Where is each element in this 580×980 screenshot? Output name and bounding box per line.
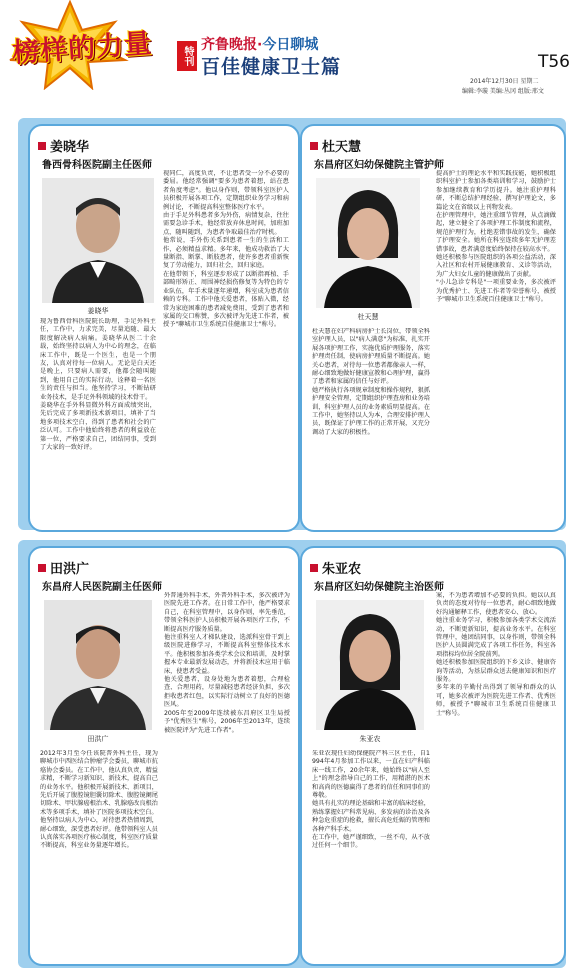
paper-edition: 今日聊城 <box>262 37 319 53</box>
special-tag: 特刊 <box>177 41 197 71</box>
profile-title: 东昌府区妇幼保健院主治医师 <box>314 582 444 593</box>
profile-name: 杜天慧 <box>322 140 362 155</box>
profile-name: 朱亚农 <box>322 562 362 577</box>
profile-text-col2: 案，不为患者增加不必要的负担。她以认真负责的态度对待每一位患者，耐心细致地做好沟通解释工作，使患者安心、放心。 她注重业务学习，积极参加各类学术交流活动，不断更新知识，提高业务水平。在科室管理中，她团结同事，以身作则，带领全科医护人员圆满完成了各项工作任务，科室各项指标均位居全院前列。 她还积极参加医院组织的下乡义诊、健康咨询等活动，为基层群众送去健康知识和医疗服务。 多年来的辛勤付出得到了领导和群众的认可，她多次被评为医院先进工作者、优秀医师，被授予"聊城市卫生系统百佳健康卫士"称号。 <box>436 592 556 717</box>
edit-line: 编辑:李璇 美编:丛冈 组版:邢文 <box>462 88 544 95</box>
page-number: T56 <box>537 52 570 72</box>
paper-dot: · <box>257 37 263 53</box>
profile-photo <box>42 178 154 303</box>
profile-name: 田洪广 <box>50 562 90 577</box>
profile-card-3 <box>28 546 300 966</box>
red-square-icon <box>38 564 46 572</box>
profile-text-col1: 杜天慧在妇产科病房护士长岗位，带领全科室护理人员，以"病人满意"为标准，扎实开展各项护理工作，实施优质护理服务，落实护理责任制，使病房护理质量不断提高。她关心患者，对待每一位患者都像亲人一样，耐心细致地做好健康宣教和心理护理，赢得了患者和家属的信任与好评。 她严格执行各项规章制度和操作规程，狠抓护理安全管理，定期组织护理查房和业务培训，科室护理人员的业务素质明显提高。在工作中，她坚持以人为本，合理安排护理人员，既保证了护理工作的正常开展，又充分调动了大家的积极性。 <box>312 328 430 436</box>
date-line: 2014年12月30日 星期二 <box>470 78 539 85</box>
photo-caption: 姜晓华 <box>87 307 109 315</box>
profile-title: 东昌府人民医院副主任医师 <box>42 582 162 593</box>
red-square-icon <box>310 142 318 150</box>
profile-text-col1: 2012年3月至今任该院普外科主任，现为聊城市中西医结合肿瘤学会委员，聊城市抗癌协会委员。在工作中，他认真负责，精益求精，不断学习新知识、新技术，提高自己的业务水平。他积极开展新技术、新项目，先后开展了腹腔镜胆囊切除术、腹腔镜阑尾切除术、甲状腺癌根治术、乳腺癌改良根治术等多项手术，填补了医院多项技术空白。 他坚持以病人为中心，对待患者热情周到，耐心细致，深受患者好评。他带领科室人员认真落实各项医疗核心制度，科室医疗质量不断提高，科室业务量逐年增长。 <box>40 750 158 850</box>
person-photo-icon <box>316 600 424 730</box>
red-square-icon <box>38 142 46 150</box>
photo-caption: 田洪广 <box>87 735 109 743</box>
profile-text-col2: 外普通外科手术，外普外科手术，多次被评为医院先进工作者。在日常工作中，他严格要求自己，在科室管理中，以身作则，率先垂范，带领全科医护人员积极开展各项医疗工作，不断提高医疗服务质量。 他注重科室人才梯队建设，选派科室骨干到上级医院进修学习，不断提高科室整体技术水平。他积极参加各类学术会议和培训，及时掌握本专业最新发展动态，并将新技术应用于临床，使患者受益。 他关爱患者，设身处地为患者着想，合理检查、合理用药，尽量减轻患者经济负担，多次拒收患者红包，以实际行动树立了良好的医德医风。 2005年至2009年连续被东昌府区卫生局授予"优秀医生"称号，2006年至2013年，连续被医院评为"先进工作者"。 <box>164 592 290 734</box>
profile-card-1 <box>28 124 300 532</box>
profile-card-2 <box>300 124 566 532</box>
red-square-icon <box>310 564 318 572</box>
profile-name: 姜晓华 <box>50 140 90 155</box>
profile-photo <box>316 178 420 308</box>
photo-caption: 朱亚农 <box>359 735 381 743</box>
banner-title: 榜样的力量 <box>11 28 154 69</box>
photo-caption: 杜天慧 <box>357 313 379 321</box>
person-photo-icon <box>316 178 420 308</box>
profile-text-col2: 提高护士的理论水平和实践技能，她积极组织科室护士参加各类培训和学习，鼓励护士参加继续教育和学历提升。她注重护理科研，不断总结护理经验，撰写护理论文，多篇论文在省级以上刊物发表。 在护理管理中，她注重细节管理，从点滴做起，建立健全了各项护理工作制度和流程，规范护理行为，杜绝差错事故的发生，确保了护理安全。她所在科室连续多年无护理差错事故，患者满意度始终保持在较高水平。 她还积极参与医院组织的各项公益活动，深入社区和农村开展健康教育、义诊等活动，为广大妇女儿童的健康做出了贡献。 "小儿急诊专科是"一项重要业务，多次被评为优秀护士、先进工作者等荣誉称号，被授予"聊城市卫生系统百佳健康卫士"称号。 <box>436 170 556 304</box>
paper-name-main: 齐鲁晚报 <box>201 37 257 53</box>
profile-name-bar <box>310 136 361 155</box>
section-title: 百佳健康卫士篇 <box>201 56 342 78</box>
profile-title: 鲁西骨科医院副主任医师 <box>42 160 152 171</box>
profile-text-col1: 朱亚农现任妇幼保健院产科三区主任，自1994年4月参加工作以来，一直在妇产科临床一线工作，20余年来，她始终以"病人至上"的理念指导自己的工作，用精湛的医术和高尚的医德赢得了患者的信任和同事们的尊敬。 她具有扎实的理论基础和丰富的临床经验，熟练掌握妇产科常见病、多发病的诊治及各种急危重症的抢救，擅长高危妊娠的管理和各种产科手术。 在工作中，她严谨细致，一丝不苟，从不放过任何一个细节。 <box>312 750 430 850</box>
profile-name-bar <box>310 558 361 577</box>
paper-name <box>201 34 318 54</box>
profile-name-bar <box>38 558 89 577</box>
profile-text-col1: 现为鲁西骨科医院院长助理，手足外科主任，工作中，力求完美，尽量追随、最大限度解决病人病痛。姜晓华从医二十余载，始终坚持以病人为中心的理念，在临床工作中，既是一个医生，也是一个朋友，认真对待每一位病人。无论是白天还是晚上，只要病人需要，他都会随叫随到，他用自己的实际行动，诠释着一名医生的责任与担当。他坚持学习，不断钻研业务技术，是手足外科领域的技术骨干。 姜晓华在手外科显微外科方面成绩突出，先后完成了多项新技术新项目，填补了当地多项技术空白，得到了患者和社会的广泛认可。工作中他始终将患者的利益放在第一位，严格要求自己，团结同事，受到了大家的一致好评。 <box>40 318 156 452</box>
person-photo-icon <box>44 600 152 730</box>
profile-title: 东昌府区妇幼保健院主管护师 <box>314 160 444 171</box>
person-photo-icon <box>42 178 154 303</box>
profile-card-4 <box>300 546 566 966</box>
profile-text-col2: 视同仁，高度负责，不让患者受一分不必要的委屈。他经常强调"要多为患者着想，站在患者角度考虑"。他以身作则，带领科室医护人员积极开展各项工作，定期组织业务学习和病例讨论，不断提高科室整体医疗水平。 由于手足外科患者多为外伤，病情复杂，往往需要急诊手术，他经常放弃休息时间，加班加点，随叫随到，为患者争取最佳治疗时机。 他常说，手外伤关系到患者一生的生活和工作，必须精益求精。多年来，他成功救治了大量断指、断掌、断肢患者，使许多患者重新恢复了劳动能力，回归社会，回归家庭。 在他带领下，科室逐步形成了以断指再植、手部畸形矫正、周围神经损伤修复等为特色的专业队伍，年手术量逐年递增，科室成为患者信赖的专科。工作中他关爱患者，体贴入微，经常为家庭困难的患者减免费用，受到了患者和家属的交口称赞，多次被评为先进工作者，被授予"聊城市卫生系统百佳健康卫士"称号。 <box>163 170 289 329</box>
profile-photo <box>44 600 152 730</box>
masthead <box>0 0 580 95</box>
profile-name-bar <box>38 136 89 155</box>
profile-photo <box>316 600 424 730</box>
